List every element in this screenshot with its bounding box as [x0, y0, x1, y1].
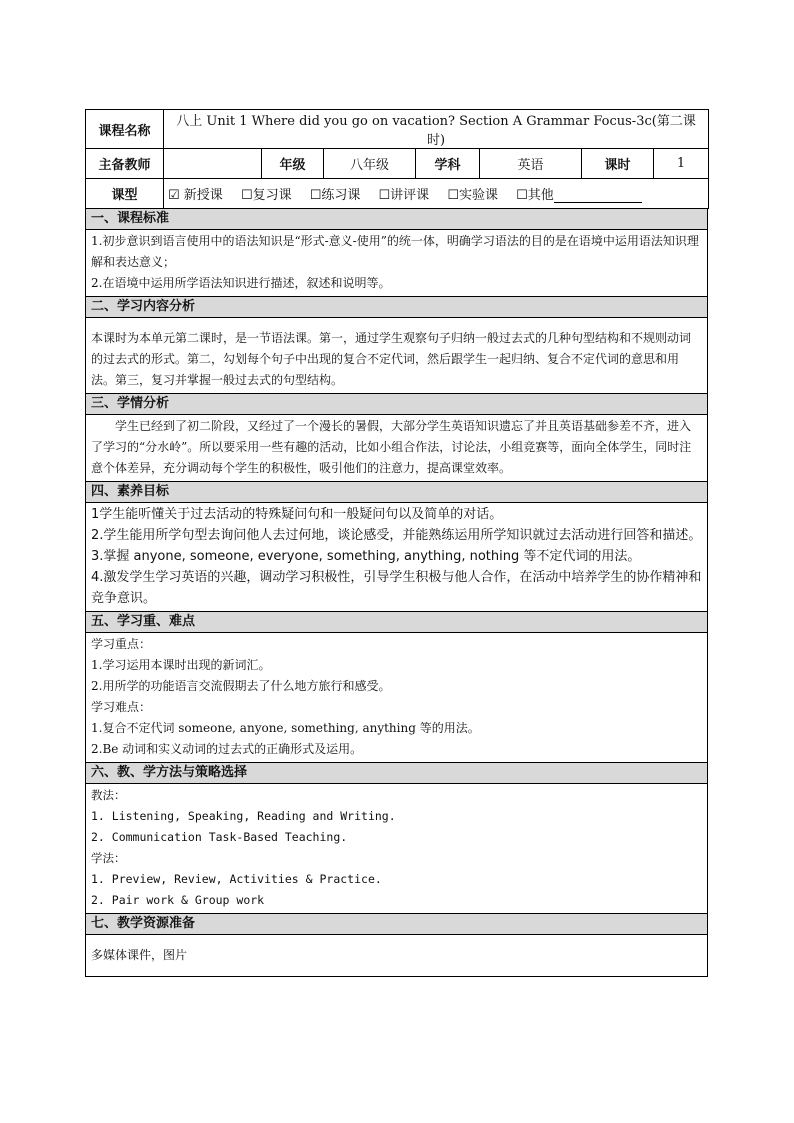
type-options	[164, 179, 709, 209]
section-title: 一、课程标准	[86, 209, 707, 230]
header-table	[85, 109, 709, 209]
section-line: 2.Be 动词和实义动词的过去式的正确形式及运用。	[91, 742, 363, 756]
type-row	[86, 179, 709, 209]
section-line: 2. Communication Task-Based Teaching.	[91, 830, 348, 844]
section-line: 学习重点：	[91, 637, 152, 651]
section-methods	[85, 763, 708, 914]
section-title: 六、教、学方法与策略选择	[86, 763, 707, 784]
other-blank-line	[554, 188, 642, 203]
grade-label: 年级	[262, 149, 324, 179]
section-title: 四、素养目标	[86, 482, 707, 503]
section-line: 2. Pair work & Group work	[91, 893, 265, 907]
section-line: 1. Preview, Review, Activities & Practice.	[91, 872, 382, 886]
type-option-experiment[interactable]: ☐实验课	[447, 188, 498, 203]
section-paragraph: 本课时为本单元第二课时，是一节语法课。第一，通过学生观察句子归纳一般过去式的几种句型结构和不规则动词的过去式的形式。第二，勾划每个句子中出现的复合不定代词，然后跟学生一起归纳、复合不定代词的意思和用法。第三，复习并掌握一般过去式的句型结构。	[91, 331, 692, 387]
section-line: 学习难点：	[91, 700, 152, 714]
section-resources	[85, 914, 708, 977]
type-option-new[interactable]: ☑ 新授课	[168, 188, 223, 203]
section-title: 三、学情分析	[86, 394, 707, 415]
section-learner-analysis	[85, 394, 708, 482]
type-option-other[interactable]	[516, 188, 642, 203]
section-line: 3.掌握 anyone, someone, everyone, something, anything, nothing 等不定代词的用法。	[91, 549, 641, 564]
type-option-practice[interactable]: ☐练习课	[309, 188, 361, 203]
teacher-label: 主备教师	[86, 149, 164, 179]
section-content-analysis	[85, 297, 708, 394]
type-option-review[interactable]: ☐复习课	[240, 188, 292, 203]
section-line: 1. Listening, Speaking, Reading and Writing.	[91, 809, 396, 823]
section-line: 1.学习运用本课时出现的新词汇。	[91, 658, 271, 672]
section-title: 二、学习内容分析	[86, 297, 707, 318]
hours-value: 1	[654, 149, 709, 179]
type-label: 课型	[86, 179, 164, 209]
section-line: 4.激发学生学习英语的兴趣，调动学习积极性，引导学生积极与他人合作，在活动中培养学生的协作精神和竞争意识。	[91, 570, 702, 606]
teacher-row	[86, 149, 709, 179]
section-title: 七、教学资源准备	[86, 914, 707, 935]
course-name-label: 课程名称	[86, 110, 164, 149]
section-line: 1学生能听懂关于过去活动的特殊疑问句和一般疑问句以及简单的对话。	[91, 507, 503, 522]
type-option-lecture-review[interactable]: ☐讲评课	[378, 188, 430, 203]
subject-label: 学科	[416, 149, 480, 179]
section-line: 1.初步意识到语言使用中的语法知识是“形式-意义-使用”的统一体，明确学习语法的目的是在语境中运用语法知识理解和表达意义；	[91, 234, 699, 269]
section-title: 五、学习重、难点	[86, 612, 707, 633]
section-key-points	[85, 612, 708, 763]
section-line: 1.复合不定代词 someone, anyone, something, anything 等的用法。	[91, 721, 480, 735]
section-paragraph: 学生已经到了初二阶段，又经过了一个漫长的暑假，大部分学生英语知识遗忘了并且英语基础参差不齐，进入了学习的“分水岭”。所以要采用一些有趣的活动，比如小组合作法，讨论法，小组竞赛等，面向全体学生，同时注意个体差异，充分调动每个学生的积极性，吸引他们的注意力，提高课堂效率。	[91, 419, 692, 475]
section-line: 2.在语境中运用所学语法知识进行描述，叙述和说明等。	[91, 276, 391, 290]
section-line: 2.学生能用所学句型去询问他人去过何地，谈论感受，并能熟练运用所学知识就过去活动进行回答和描述。	[91, 528, 702, 543]
grade-value: 八年级	[324, 149, 416, 179]
hours-label: 课时	[582, 149, 654, 179]
course-name-value: 八上 Unit 1 Where did you go on vacation? Section A Grammar Focus-3c(第二课时)	[164, 110, 709, 149]
section-paragraph: 多媒体课件，图片	[91, 948, 188, 962]
section-curriculum-standard	[85, 209, 708, 297]
type-option-other-label: ☐其他	[516, 188, 554, 203]
teacher-value	[164, 149, 262, 179]
course-name-row	[86, 110, 709, 149]
section-line: 教法：	[91, 788, 126, 802]
section-line: 学法：	[91, 851, 126, 865]
lesson-plan-sheet	[85, 109, 708, 977]
section-literacy-goals	[85, 482, 708, 612]
subject-value: 英语	[480, 149, 582, 179]
section-line: 2.用所学的功能语言交流假期去了什么地方旅行和感受。	[91, 679, 391, 693]
